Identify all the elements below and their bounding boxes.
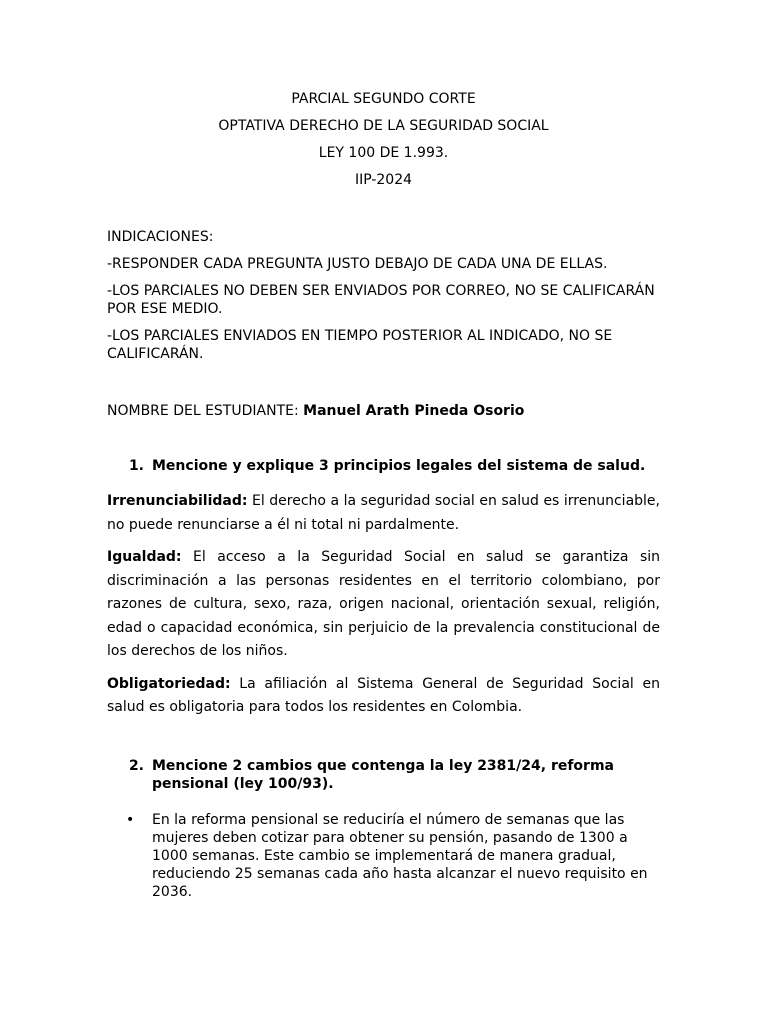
bullet-item [107,811,660,901]
instruction-item: -RESPONDER CADA PREGUNTA JUSTO DEBAJO DE CADA UNA DE ELLAS. [107,256,608,272]
header-law: LEY 100 DE 1.993. [318,145,449,161]
answer-text: El acceso a la Seguridad Social en salud se garantiza sin discriminación a las personas residentes en el territorio colombiano, por razones de cultura, sexo, raza, origen nacional, orientación sexual, religión, edad o capacidad económica, sin perjuicio de la prevalencia constitucional de los derechos de los niños. [107,549,660,659]
answer-term: Igualdad: [107,549,182,565]
instructions-title: INDICACIONES: [107,229,214,245]
question-number: 2. [128,757,144,774]
instruction-item: -LOS PARCIALES NO DEBEN SER ENVIADOS POR CORREO, NO SE CALIFICARÁN POR ESE MEDIO. [107,283,655,317]
student-line [107,402,660,420]
answer-paragraph [107,490,660,537]
answer-text: La afiliación al Sistema General de Seguridad Social en salud es obligatoria para todos los residentes en Colombia. [107,675,660,715]
student-label: NOMBRE DEL ESTUDIANTE: [107,403,304,419]
header-title: PARCIAL SEGUNDO CORTE [291,91,476,107]
bullet-icon: • [126,811,135,828]
student-name: Manuel Arath Pineda Osorio [303,403,525,419]
answer-paragraph [107,673,660,720]
answer-term: Obligatoriedad: [107,675,231,692]
answer-text: El derecho a la seguridad social en salud es irrenunciable, no puede renunciarse a él ni total ni pardalmente. [107,493,660,533]
document-page [0,90,768,1024]
question-text: Mencione 2 cambios que contenga la ley 2381/24, reforma pensional (ley 100/93). [152,757,614,792]
header-period: IIP-2024 [354,172,413,188]
bullet-text: En la reforma pensional se reduciría el número de semanas que las mujeres deben cotizar para obtener su pensión, pasando de 1300 a 1000 semanas. Este cambio se implementará de manera gradual, reduciendo 25 semanas cada año hasta alcanzar el nuevo requisito en 2036. [152,811,648,900]
question-1 [107,457,660,475]
header-course: OPTATIVA DERECHO DE LA SEGURIDAD SOCIAL [218,118,549,134]
question-text: Mencione y explique 3 principios legales del sistema de salud. [152,458,646,474]
question-2 [107,757,660,793]
answer-term: Irrenunciabilidad: [107,493,248,509]
question-number: 1. [128,458,144,474]
instruction-item: -LOS PARCIALES ENVIADOS EN TIEMPO POSTERIOR AL INDICADO, NO SE CALIFICARÁN. [107,328,613,362]
answer-paragraph [107,546,660,664]
